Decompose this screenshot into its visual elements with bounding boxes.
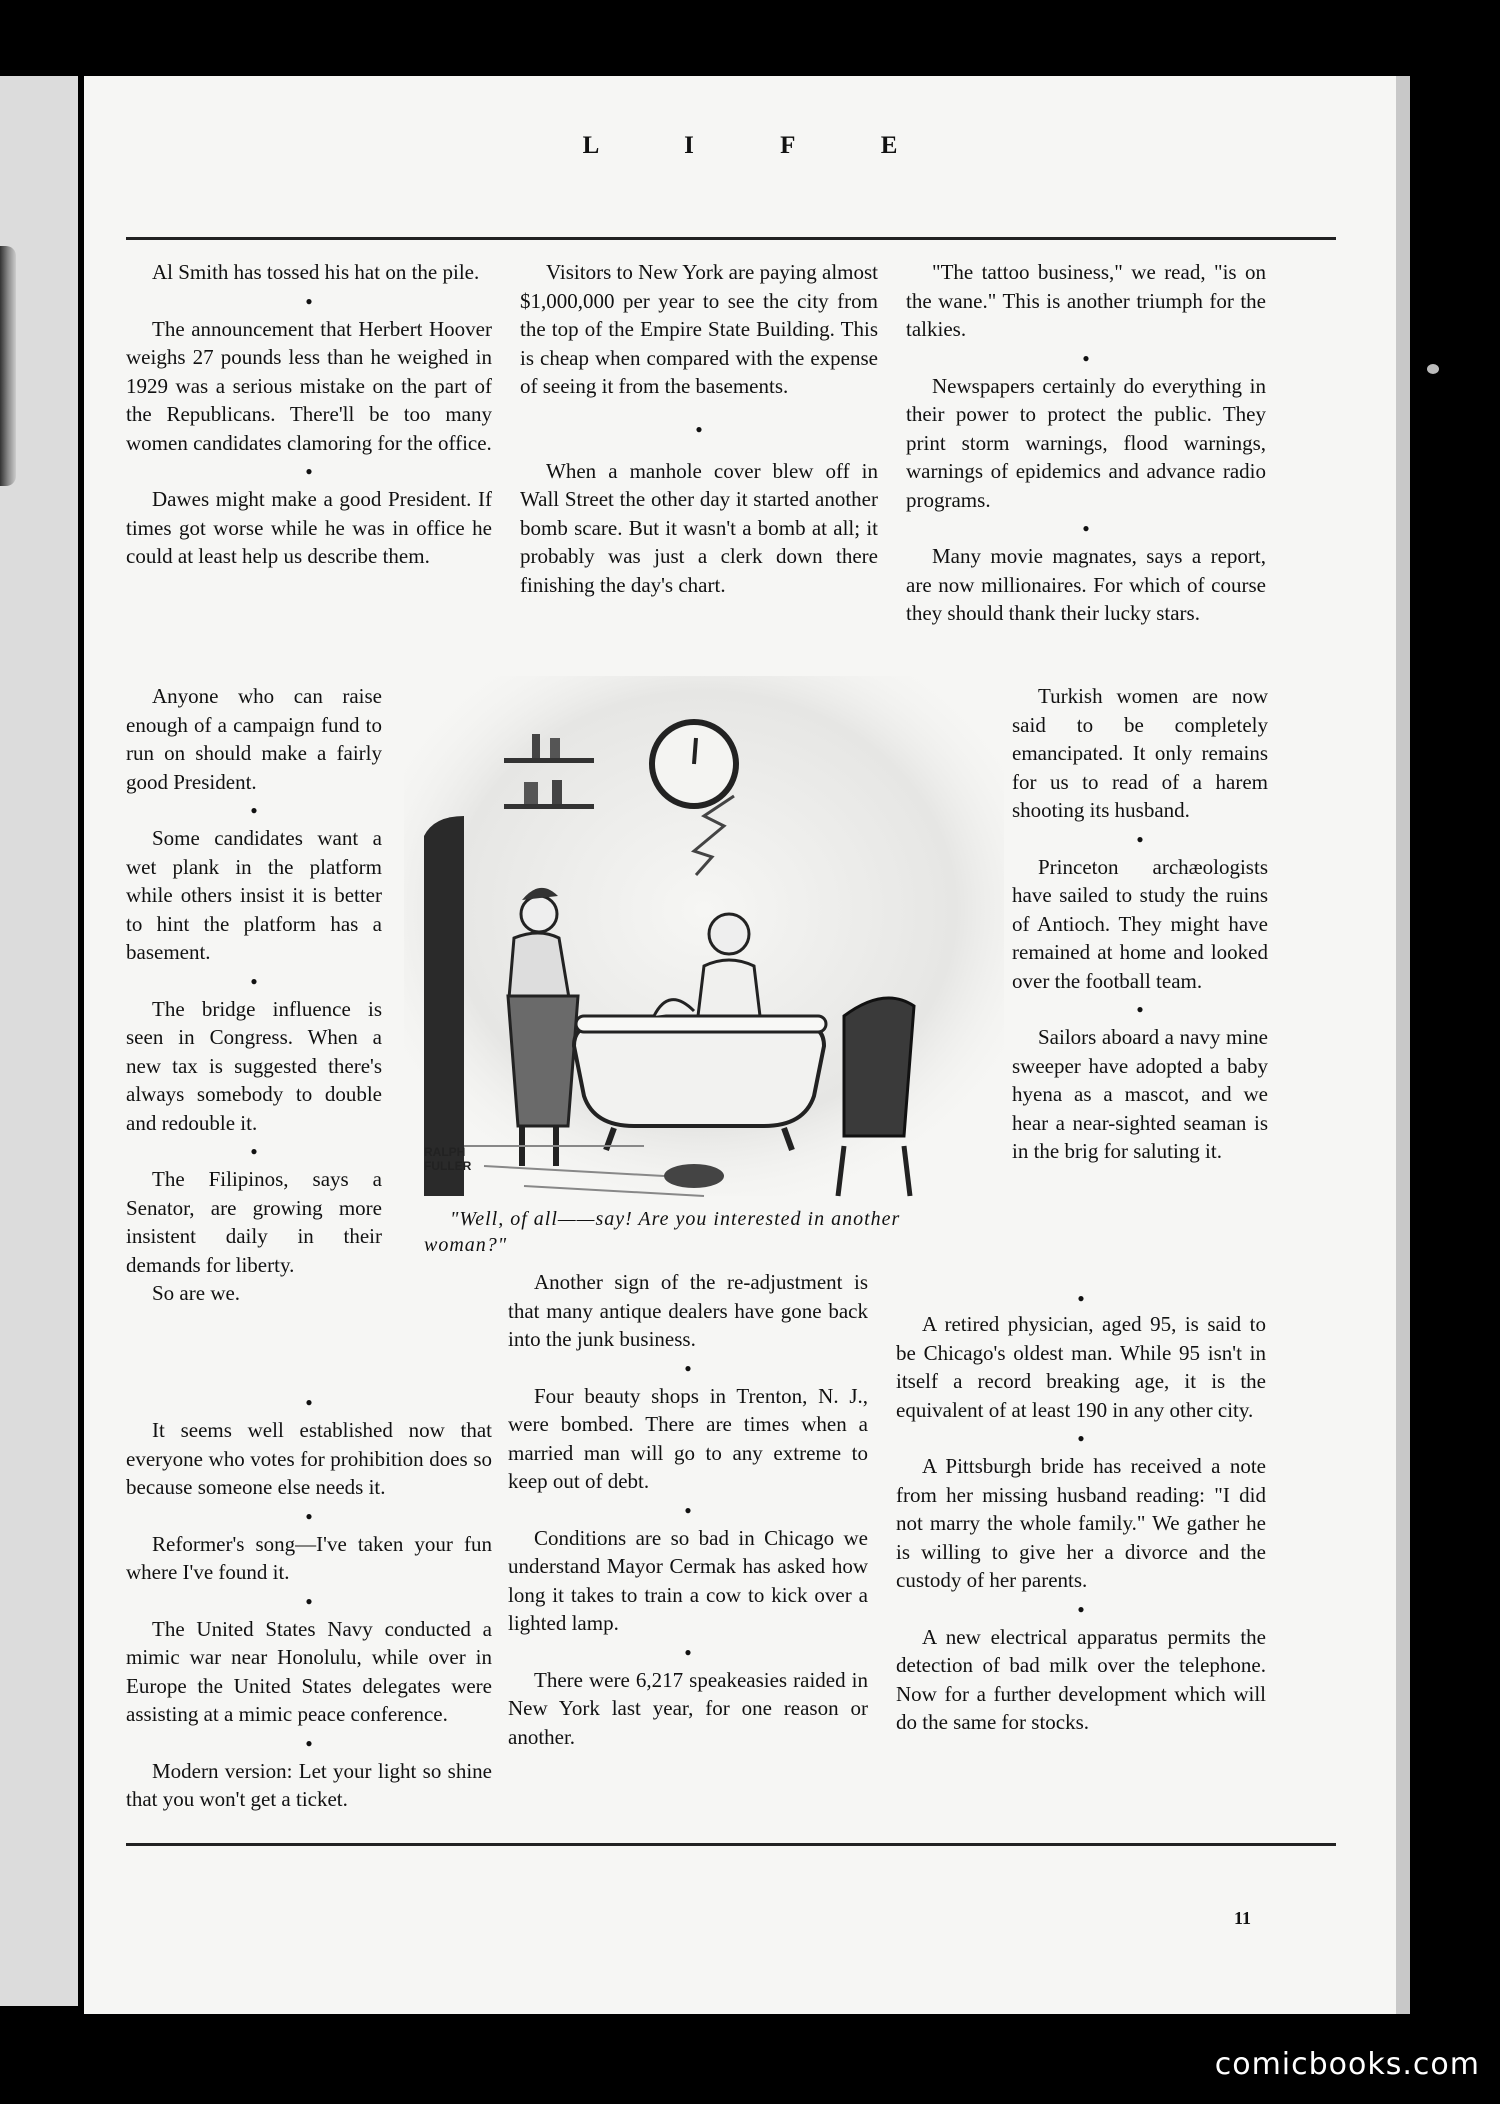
paragraph: It seems well established now that everyone who votes for prohibition does so because someone else needs it. <box>126 1418 492 1499</box>
bullet-separator: ● <box>1077 1431 1085 1445</box>
paragraph: Sailors aboard a navy mine sweeper have adopted a baby hyena as a mascot, and we hear a near-sighted seaman is in the brig for saluting it. <box>1012 1025 1268 1163</box>
woman-head <box>521 896 557 932</box>
bullet-separator: ● <box>1136 831 1144 846</box>
paragraph: Reformer's song—I've taken your fun where I've found it. <box>126 1531 492 1584</box>
man-head <box>709 914 749 954</box>
column-1-top <box>126 258 492 571</box>
paragraph: There were 6,217 speakeasies raided in New York last year, for one reason or another. <box>508 1667 868 1749</box>
paragraph: Al Smith has tossed his hat on the pile. <box>152 260 480 284</box>
bottom-rule <box>126 1843 1336 1846</box>
paragraph: Four beauty shops in Trenton, N. J., were bombed. There are times when a married man will go to any extreme to keep out of debt. <box>508 1383 868 1493</box>
chair-with-clothes <box>844 998 914 1136</box>
bullet-separator: ● <box>305 293 313 308</box>
facing-page-illustration-edge <box>0 246 16 486</box>
column-3-bottom <box>896 1291 1266 1737</box>
artist-signature-2: FULLER <box>424 1159 472 1173</box>
bullet-separator: ● <box>305 1508 313 1523</box>
column-3-top <box>906 258 1266 628</box>
column-2-bottom <box>508 1268 868 1751</box>
paragraph: The Filipinos, says a Senator, are growing more insistent daily in their demands for liberty. <box>126 1167 382 1277</box>
bullet-separator: ● <box>305 1593 313 1608</box>
paragraph: Conditions are so bad in Chicago we understand Mayor Cermak has asked how long it takes to train a cow to kick over a lighted lamp. <box>508 1525 868 1635</box>
paragraph: "The tattoo business," we read, "is on the wane." This is another triumph for the talkies. <box>906 260 1266 341</box>
shelf-lower <box>504 804 594 809</box>
paragraph: So are we. <box>152 1281 241 1305</box>
magazine-page <box>84 76 1396 2014</box>
bullet-separator: ● <box>305 464 313 478</box>
bullet-separator: ● <box>250 803 258 817</box>
artist-signature-1: RALPH <box>424 1145 466 1159</box>
paragraph: Visitors to New York are paying almost $1,000,000 per year to see the city from the top of the Empire State Building. This is cheap when compared with the expense of seeing it from the basements. <box>520 260 878 398</box>
column-1-bottom <box>126 1388 492 1814</box>
column-3-narrow <box>1012 682 1268 1166</box>
paragraph: A Pittsburgh bride has received a note from her missing husband reading: "I did not marry the whole family." We gather he is willing to give her a divorce and the custody of her parents. <box>896 1454 1266 1592</box>
bullet-separator: ● <box>684 1502 692 1517</box>
paragraph: A new electrical apparatus permits the detection of bad milk over the telephone. Now for a further development which will do the same for stocks. <box>896 1624 1266 1734</box>
shelf-upper <box>504 758 594 763</box>
page-shadow <box>1396 76 1410 2014</box>
bullet-separator: ● <box>695 421 703 436</box>
paragraph: Turkish women are now said to be completely emancipated. It only remains for us to read of a harem shooting its husband. <box>1012 684 1268 822</box>
paragraph: Some candidates want a wet plank in the platform while others insist it is better to hint the platform has a basement. <box>126 826 382 964</box>
doorway <box>424 816 464 1196</box>
paragraph: The United States Navy conducted a mimic war near Honolulu, while over in Europe the United States delegates were assisting at a mimic peace conference. <box>126 1616 492 1726</box>
bullet-separator: ● <box>1136 1002 1144 1016</box>
paragraph: The announcement that Herbert Hoover weighs 27 pounds less than he weighed in 1929 was a serious mistake on the part of the Republicans. There'll be too many women candidates clamoring for the office. <box>126 316 492 455</box>
scan-speck <box>1427 364 1439 374</box>
paragraph: Princeton archæologists have sailed to study the ruins of Antioch. They might have remained at home and looked over the football team. <box>1012 854 1268 993</box>
paragraph: Many movie magnates, says a report, are now millionaires. For which of course they should thank their lucky stars. <box>906 544 1266 625</box>
bullet-separator: ● <box>250 1144 258 1158</box>
column-2-top <box>520 258 878 599</box>
paragraph: The bridge influence is seen in Congress. When a new tax is suggested there's always somebody to double and redouble it. <box>126 996 382 1135</box>
facing-page-edge <box>0 76 78 2006</box>
paragraph: Modern version: Let your light so shine that you won't get a ticket. <box>126 1758 492 1811</box>
bullet-separator: ● <box>1077 1291 1085 1305</box>
bathtub <box>574 1026 824 1126</box>
bathtub-cartoon <box>404 676 1004 1276</box>
top-rule <box>126 237 1336 240</box>
shoes <box>664 1164 724 1188</box>
paragraph: Another sign of the re-adjustment is that many antique dealers have gone back into the junk business. <box>508 1270 868 1351</box>
bullet-separator: ● <box>250 973 258 988</box>
cartoon-caption: "Well, of all——say! Are you interested in another woman?" <box>424 1208 901 1256</box>
paragraph: Anyone who can raise enough of a campaign fund to run on should make a fairly good President. <box>126 684 382 794</box>
bullet-separator: ● <box>1082 350 1090 365</box>
bullet-separator: ● <box>305 1735 313 1750</box>
paragraph: A retired physician, aged 95, is said to be Chicago's oldest man. While 95 isn't in itself a record breaking age, it is the equivalent of at least 190 in any other city. <box>896 1312 1266 1422</box>
page-number: 11 <box>1234 1908 1252 1928</box>
bullet-separator: ● <box>1082 521 1090 535</box>
paragraph: Dawes might make a good President. If times got worse while he was in office he could at least help us describe them. <box>126 487 492 568</box>
bullet-separator: ● <box>1077 1601 1085 1616</box>
man-torso <box>698 960 760 1016</box>
bullet-separator: ● <box>305 1395 313 1409</box>
paragraph: When a manhole cover blew off in Wall Street the other day it started another bomb scare. But it wasn't a bomb at all; it probably was just a clerk down there finishing the day's chart. <box>520 458 878 597</box>
woman-torso <box>509 933 569 998</box>
bullet-separator: ● <box>684 1360 692 1375</box>
site-watermark: comicbooks.com <box>1214 2047 1480 2082</box>
paragraph: Newspapers certainly do everything in their power to protect the public. They print storm warnings, flood warnings, warnings of epidemics and advance radio programs. <box>906 373 1266 512</box>
column-1-narrow <box>126 682 382 1308</box>
magazine-title: L I F E <box>582 132 938 159</box>
bullet-separator: ● <box>684 1644 692 1659</box>
woman-skirt <box>508 996 578 1126</box>
